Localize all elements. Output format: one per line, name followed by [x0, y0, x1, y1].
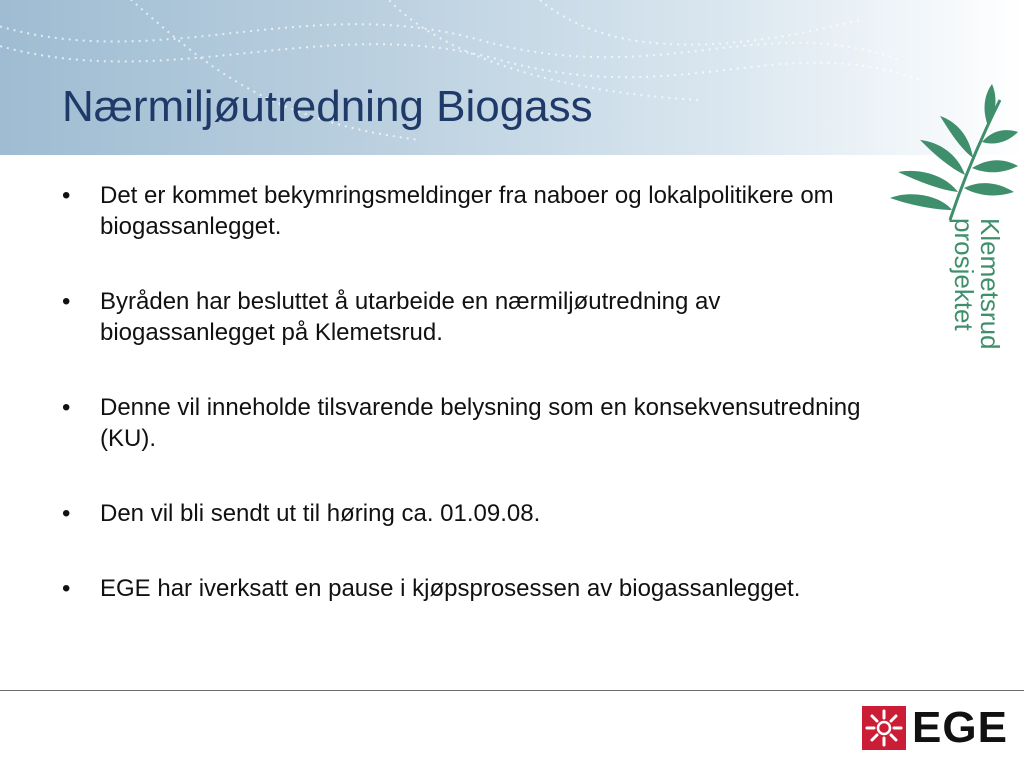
bullet-marker: • — [62, 575, 71, 602]
bullet-text: EGE har iverksatt en pause i kjøpsprosessen av biogassanlegget. — [100, 575, 801, 602]
bullet-marker: • — [62, 288, 71, 315]
brand-name-line2: prosjektet — [949, 218, 979, 331]
bullet-item — [62, 392, 862, 454]
bullet-marker: • — [62, 182, 71, 209]
klemetsrud-wordmark — [948, 218, 1008, 358]
brand-name-line1: Klemetsrud — [975, 218, 1005, 350]
bullet-text: Det er kommet bekymringsmeldinger fra naboer og lokalpolitikere om biogassanlegget. — [100, 182, 834, 240]
bullet-marker: • — [62, 500, 71, 527]
ege-logo — [862, 703, 1008, 752]
bullet-item — [62, 498, 862, 529]
slide-title: Nærmiljøutredning Biogass — [62, 82, 593, 131]
bullet-item — [62, 286, 862, 348]
bullet-text: Den vil bli sendt ut til høring ca. 01.09.08. — [100, 500, 541, 527]
bullet-marker: • — [62, 394, 71, 421]
leaf-branch-icon — [880, 80, 1020, 230]
bullet-list — [62, 180, 862, 648]
company-name: EGE — [912, 703, 1008, 752]
footer-divider — [0, 690, 1024, 691]
bullet-text: Denne vil inneholde tilsvarende belysning som en konsekvensutredning (KU). — [100, 394, 861, 452]
bullet-text: Byråden har besluttet å utarbeide en nærmiljøutredning av biogassanlegget på Klemetsrud. — [100, 288, 721, 346]
bullet-item — [62, 573, 862, 604]
sun-emblem-icon — [862, 706, 906, 750]
bullet-item — [62, 180, 862, 242]
